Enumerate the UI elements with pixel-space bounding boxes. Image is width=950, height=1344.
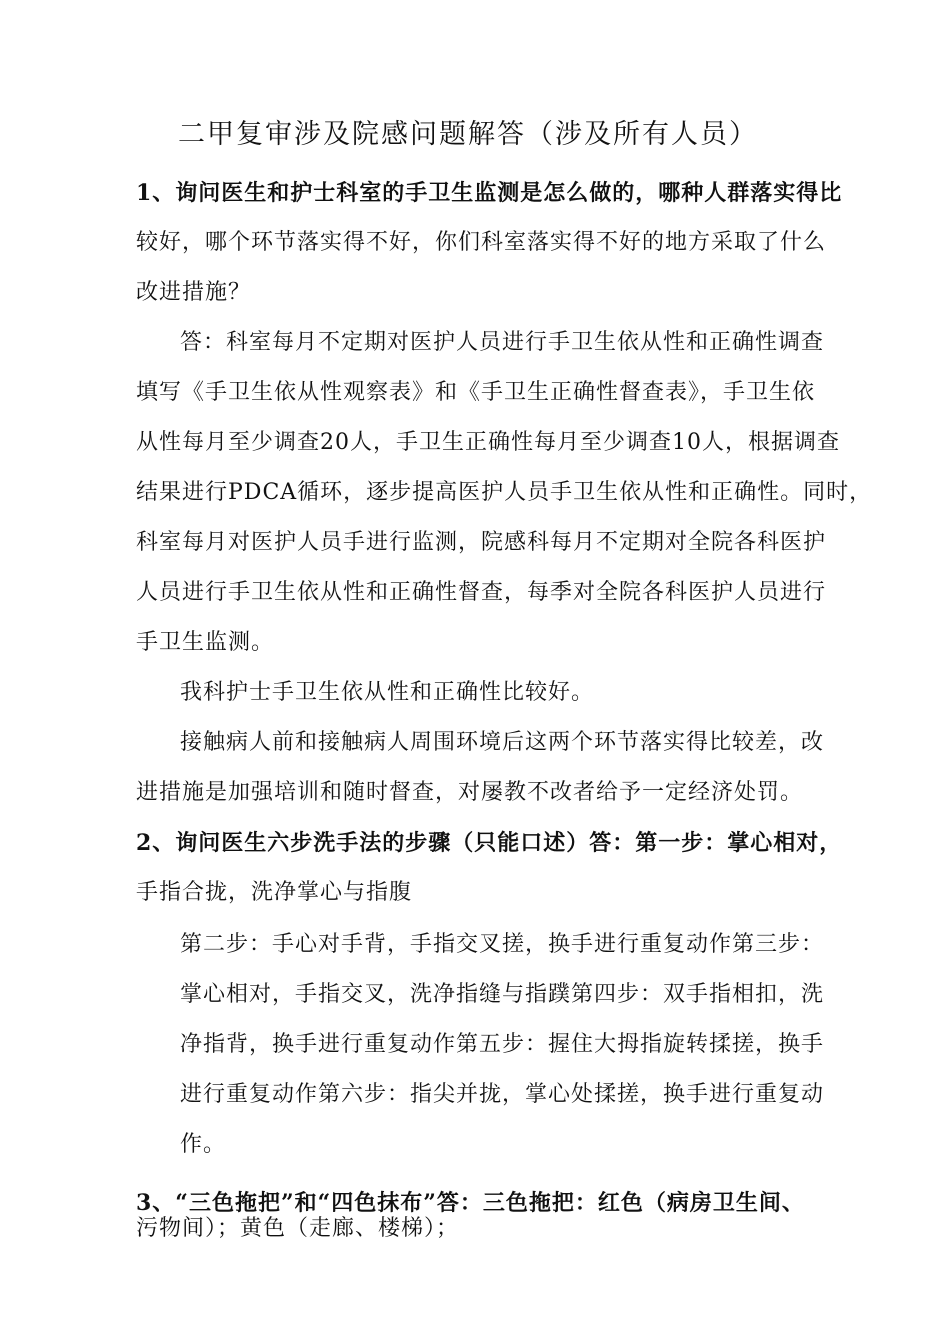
answer-1-line: 结果进行PDCA循环，逐步提高医护人员手卫生依从性和正确性。同时， bbox=[136, 480, 873, 505]
step-line: 作。 bbox=[180, 1132, 227, 1157]
answer-1-line: 科室每月对医护人员手进行监测，院感科每月不定期对全院各科医护 bbox=[136, 530, 827, 555]
document-title: 二甲复审涉及院感问题解答（涉及所有人员） bbox=[178, 119, 758, 150]
answer-1-line: 答：科室每月不定期对医护人员进行手卫生依从性和正确性调查 bbox=[180, 330, 825, 355]
question-1-line: 改进措施？ bbox=[136, 280, 252, 305]
question-1-line: 1、询问医生和护士科室的手卫生监测是怎么做的，哪种人群落实得比 bbox=[136, 180, 843, 206]
answer-1-line: 手卫生监测。 bbox=[136, 630, 275, 655]
question-3-line: 3、“三色拖把”和“四色抹布”答：三色拖把：红色（病房卫生间、 bbox=[136, 1190, 805, 1216]
question-2-line: 2、询问医生六步洗手法的步骤（只能口述）答：第一步：掌心相对， bbox=[136, 830, 843, 856]
step-line: 净指背，换手进行重复动作第五步：握住大拇指旋转揉搓，换手 bbox=[180, 1032, 825, 1057]
step-line: 掌心相对，手指交叉，洗净指缝与指蹼第四步：双手指相扣，洗 bbox=[180, 982, 825, 1007]
question-2-line: 手指合拢，洗净掌心与指腹 bbox=[136, 880, 413, 905]
answer-1-line: 接触病人前和接触病人周围环境后这两个环节落实得比较差，改 bbox=[180, 730, 825, 755]
answer-1-line: 进措施是加强培训和随时督查，对屡教不改者给予一定经济处罚。 bbox=[136, 780, 804, 805]
step-line: 第二步：手心对手背，手指交叉搓，换手进行重复动作第三步： bbox=[180, 932, 825, 957]
question-1-line: 较好，哪个环节落实得不好，你们科室落实得不好的地方采取了什么 bbox=[136, 230, 827, 255]
answer-1-line: 填写《手卫生依从性观察表》和《手卫生正确性督查表》，手卫生依 bbox=[136, 380, 816, 405]
answer-1-line: 人员进行手卫生依从性和正确性督查，每季对全院各科医护人员进行 bbox=[136, 580, 827, 605]
answer-1-line: 从性每月至少调查20人，手卫生正确性每月至少调查10人，根据调查 bbox=[136, 430, 840, 455]
answer-1-paragraph: 我科护士手卫生依从性和正确性比较好。 bbox=[180, 680, 595, 705]
step-line: 进行重复动作第六步：指尖并拢，掌心处揉搓，换手进行重复动 bbox=[180, 1082, 825, 1107]
question-3-line: 污物间）；黄色（走廊、楼梯）； bbox=[136, 1216, 460, 1241]
